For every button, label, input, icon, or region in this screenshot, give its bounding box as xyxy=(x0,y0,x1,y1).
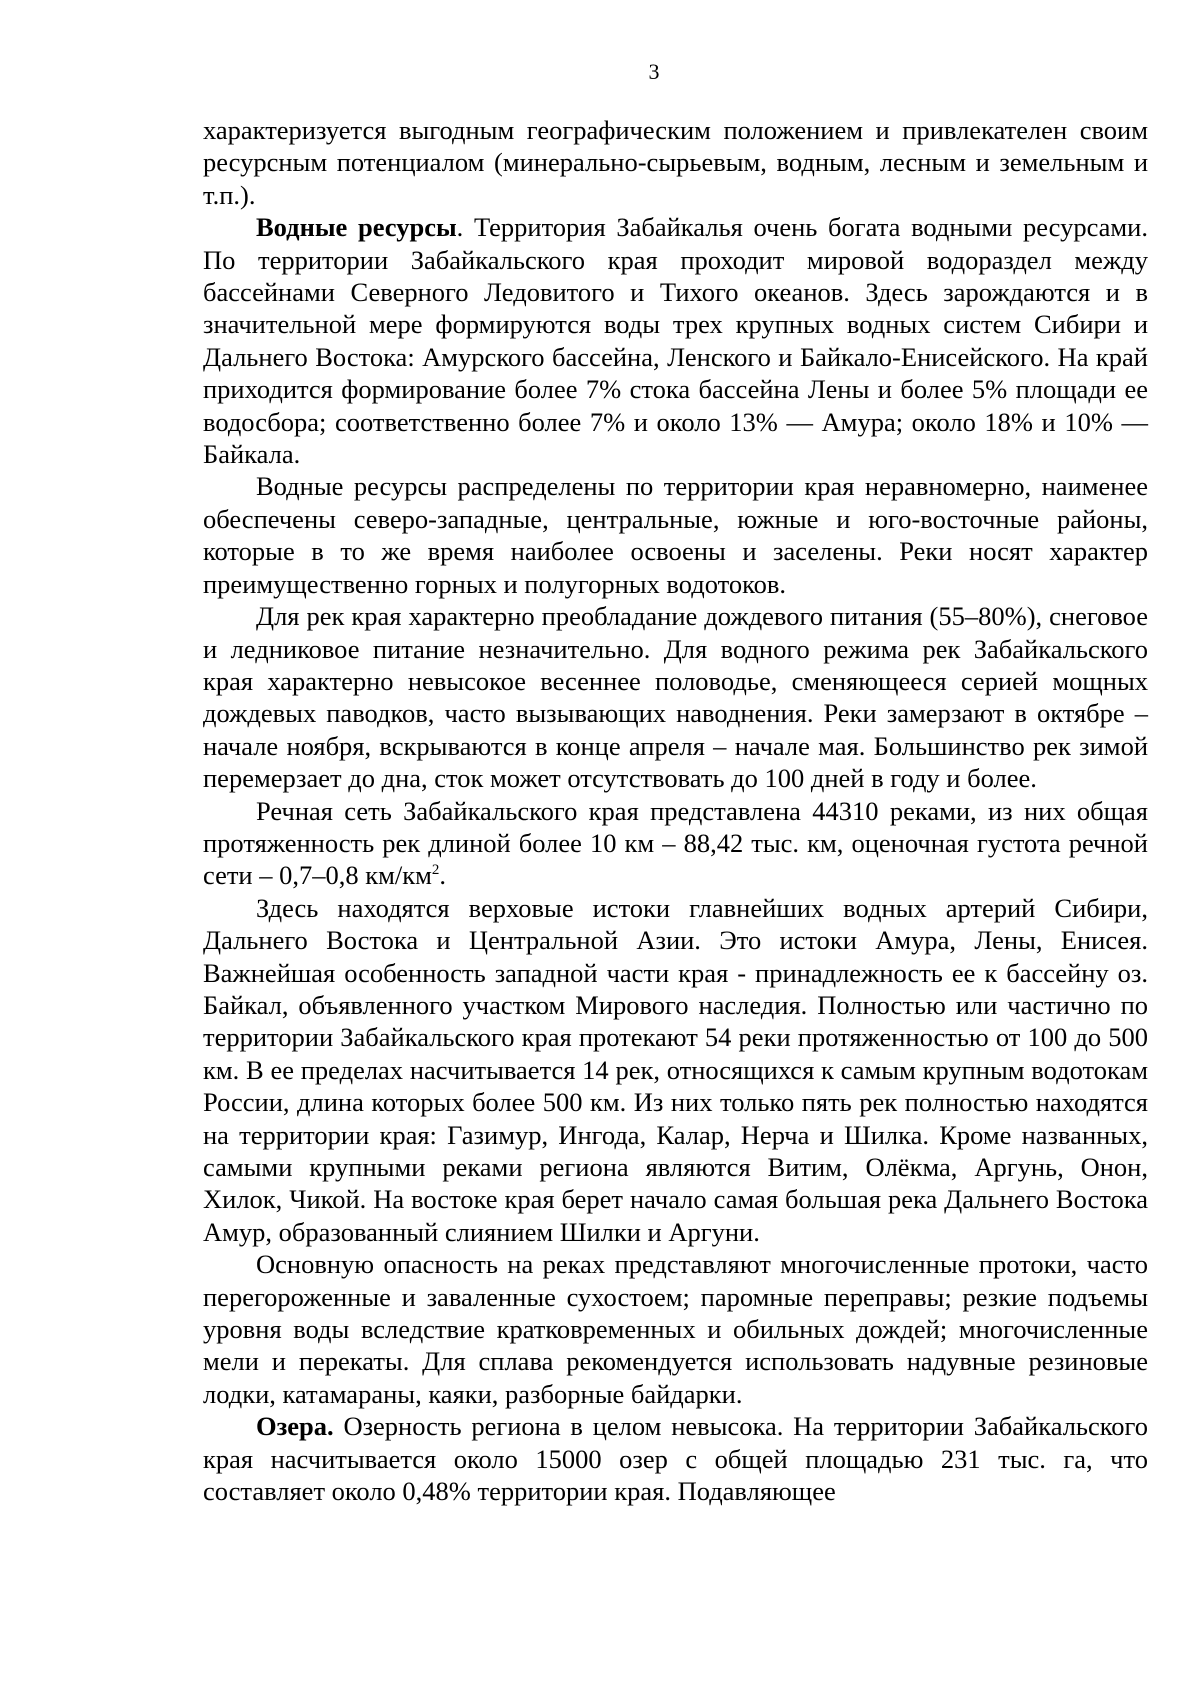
paragraph-river-dangers xyxy=(203,1248,1148,1410)
paragraph-intro-continued xyxy=(203,114,1148,211)
body-text xyxy=(203,114,1148,1507)
page-number: 3 xyxy=(648,59,660,84)
section-heading-lakes: Озера. xyxy=(256,1411,334,1442)
paragraph-tail: . xyxy=(439,860,447,891)
superscript-exponent: 2 xyxy=(431,862,440,879)
paragraph-distribution xyxy=(203,470,1148,600)
paragraph-text: Основную опасность на реках представляют многочисленные протоки, часто перегороженные и заваленные сухостоем; паромные переправы; резкие подъемы уровня воды вследствие кратковременных и обильных дождей; многочисленные мели и перекаты. Для сплава рекомендуется использовать надувные резиновые лодки, катамараны, каяки, разборные байдарки. xyxy=(203,1249,1148,1409)
paragraph-text: Речная сеть Забайкальского края представлена 44310 реками, из них общая протяженность рек длиной более 10 км – 88,42 тыс. км, оценочная густота речной сети – 0,7–0,8 км/км xyxy=(203,795,1148,891)
paragraph-text: Здесь находятся верховые истоки главнейших водных артерий Сибири, Дальнего Востока и Центральной Азии. Это истоки Амура, Лены, Енисея. Важнейшая особенность западной части края - принадлежность ее к бассейну оз. Байкал, объявленного участком Мирового наследия. Полностью или частично по территории Забайкальского края протекают 54 реки протяженностью от 100 до 500 км. В ее пределах насчитывается 14 рек, относящихся к самым крупным водотокам России, длина которых более 500 км. Из них только пять рек полностью находятся на территории края: Газимур, Ингода, Калар, Нерча и Шилка. Кроме названных, самыми крупными реками региона являются Витим, Олёкма, Аргунь, Онон, Хилок, Чикой. На востоке края берет начало самая большая река Дальнего Востока Амур, образованный слиянием Шилки и Аргуни. xyxy=(203,892,1148,1247)
paragraph-text: . Территория Забайкалья очень богата водными ресурсами. По территории Забайкальского края проходит мировой водораздел между бассейнами Северного Ледовитого и Тихого океанов. Здесь зарождаются и в значительной мере формируются воды трех крупных водных систем Сибири и Дальнего Востока: Амурского бассейна, Ленского и Байкало-Енисейского. На край приходится формирование более 7% стока бассейна Лены и более 5% площади ее водосбора; соответственно более 7% и около 13% — Амура; около 18% и 10% — Байкала. xyxy=(203,212,1148,470)
paragraph-text: характеризуется выгодным географическим положением и привлекателен своим ресурсным потенциалом (минерально-сырьевым, водным, лесным и земельным и т.п.). xyxy=(203,115,1148,210)
paragraph-text: Водные ресурсы распределены по территории края неравномерно, наименее обеспечены северо-западные, центральные, южные и юго-восточные районы, которые в то же время наиболее освоены и заселены. Реки носят характер преимущественно горных и полугорных водотоков. xyxy=(203,471,1148,599)
paragraph-lakes xyxy=(203,1410,1148,1507)
paragraph-text: Озерность региона в целом невысока. На территории Забайкальского края насчитывается около 15000 озер с общей площадью 231 тыс. га, что составляет около 0,48% территории края. Подавляющее xyxy=(203,1411,1148,1507)
paragraph-water-resources xyxy=(203,211,1148,470)
paragraph-text: Для рек края характерно преобладание дождевого питания (55–80%), снеговое и ледниковое питание незначительно. Для водного режима рек Забайкальского края характерно невысокое весеннее половодье, сменяющееся серией мощных дождевых паводков, часто вызывающих наводнения. Реки замерзают в октябре – начале ноября, вскрываются в конце апреля – начале мая. Большинство рек зимой перемерзает до дна, сток может отсутствовать до 100 дней в году и более. xyxy=(203,601,1148,794)
paragraph-river-regime xyxy=(203,600,1148,794)
section-heading-water-resources: Водные ресурсы xyxy=(256,212,457,243)
paragraph-major-rivers xyxy=(203,892,1148,1248)
paragraph-river-network xyxy=(203,795,1148,892)
